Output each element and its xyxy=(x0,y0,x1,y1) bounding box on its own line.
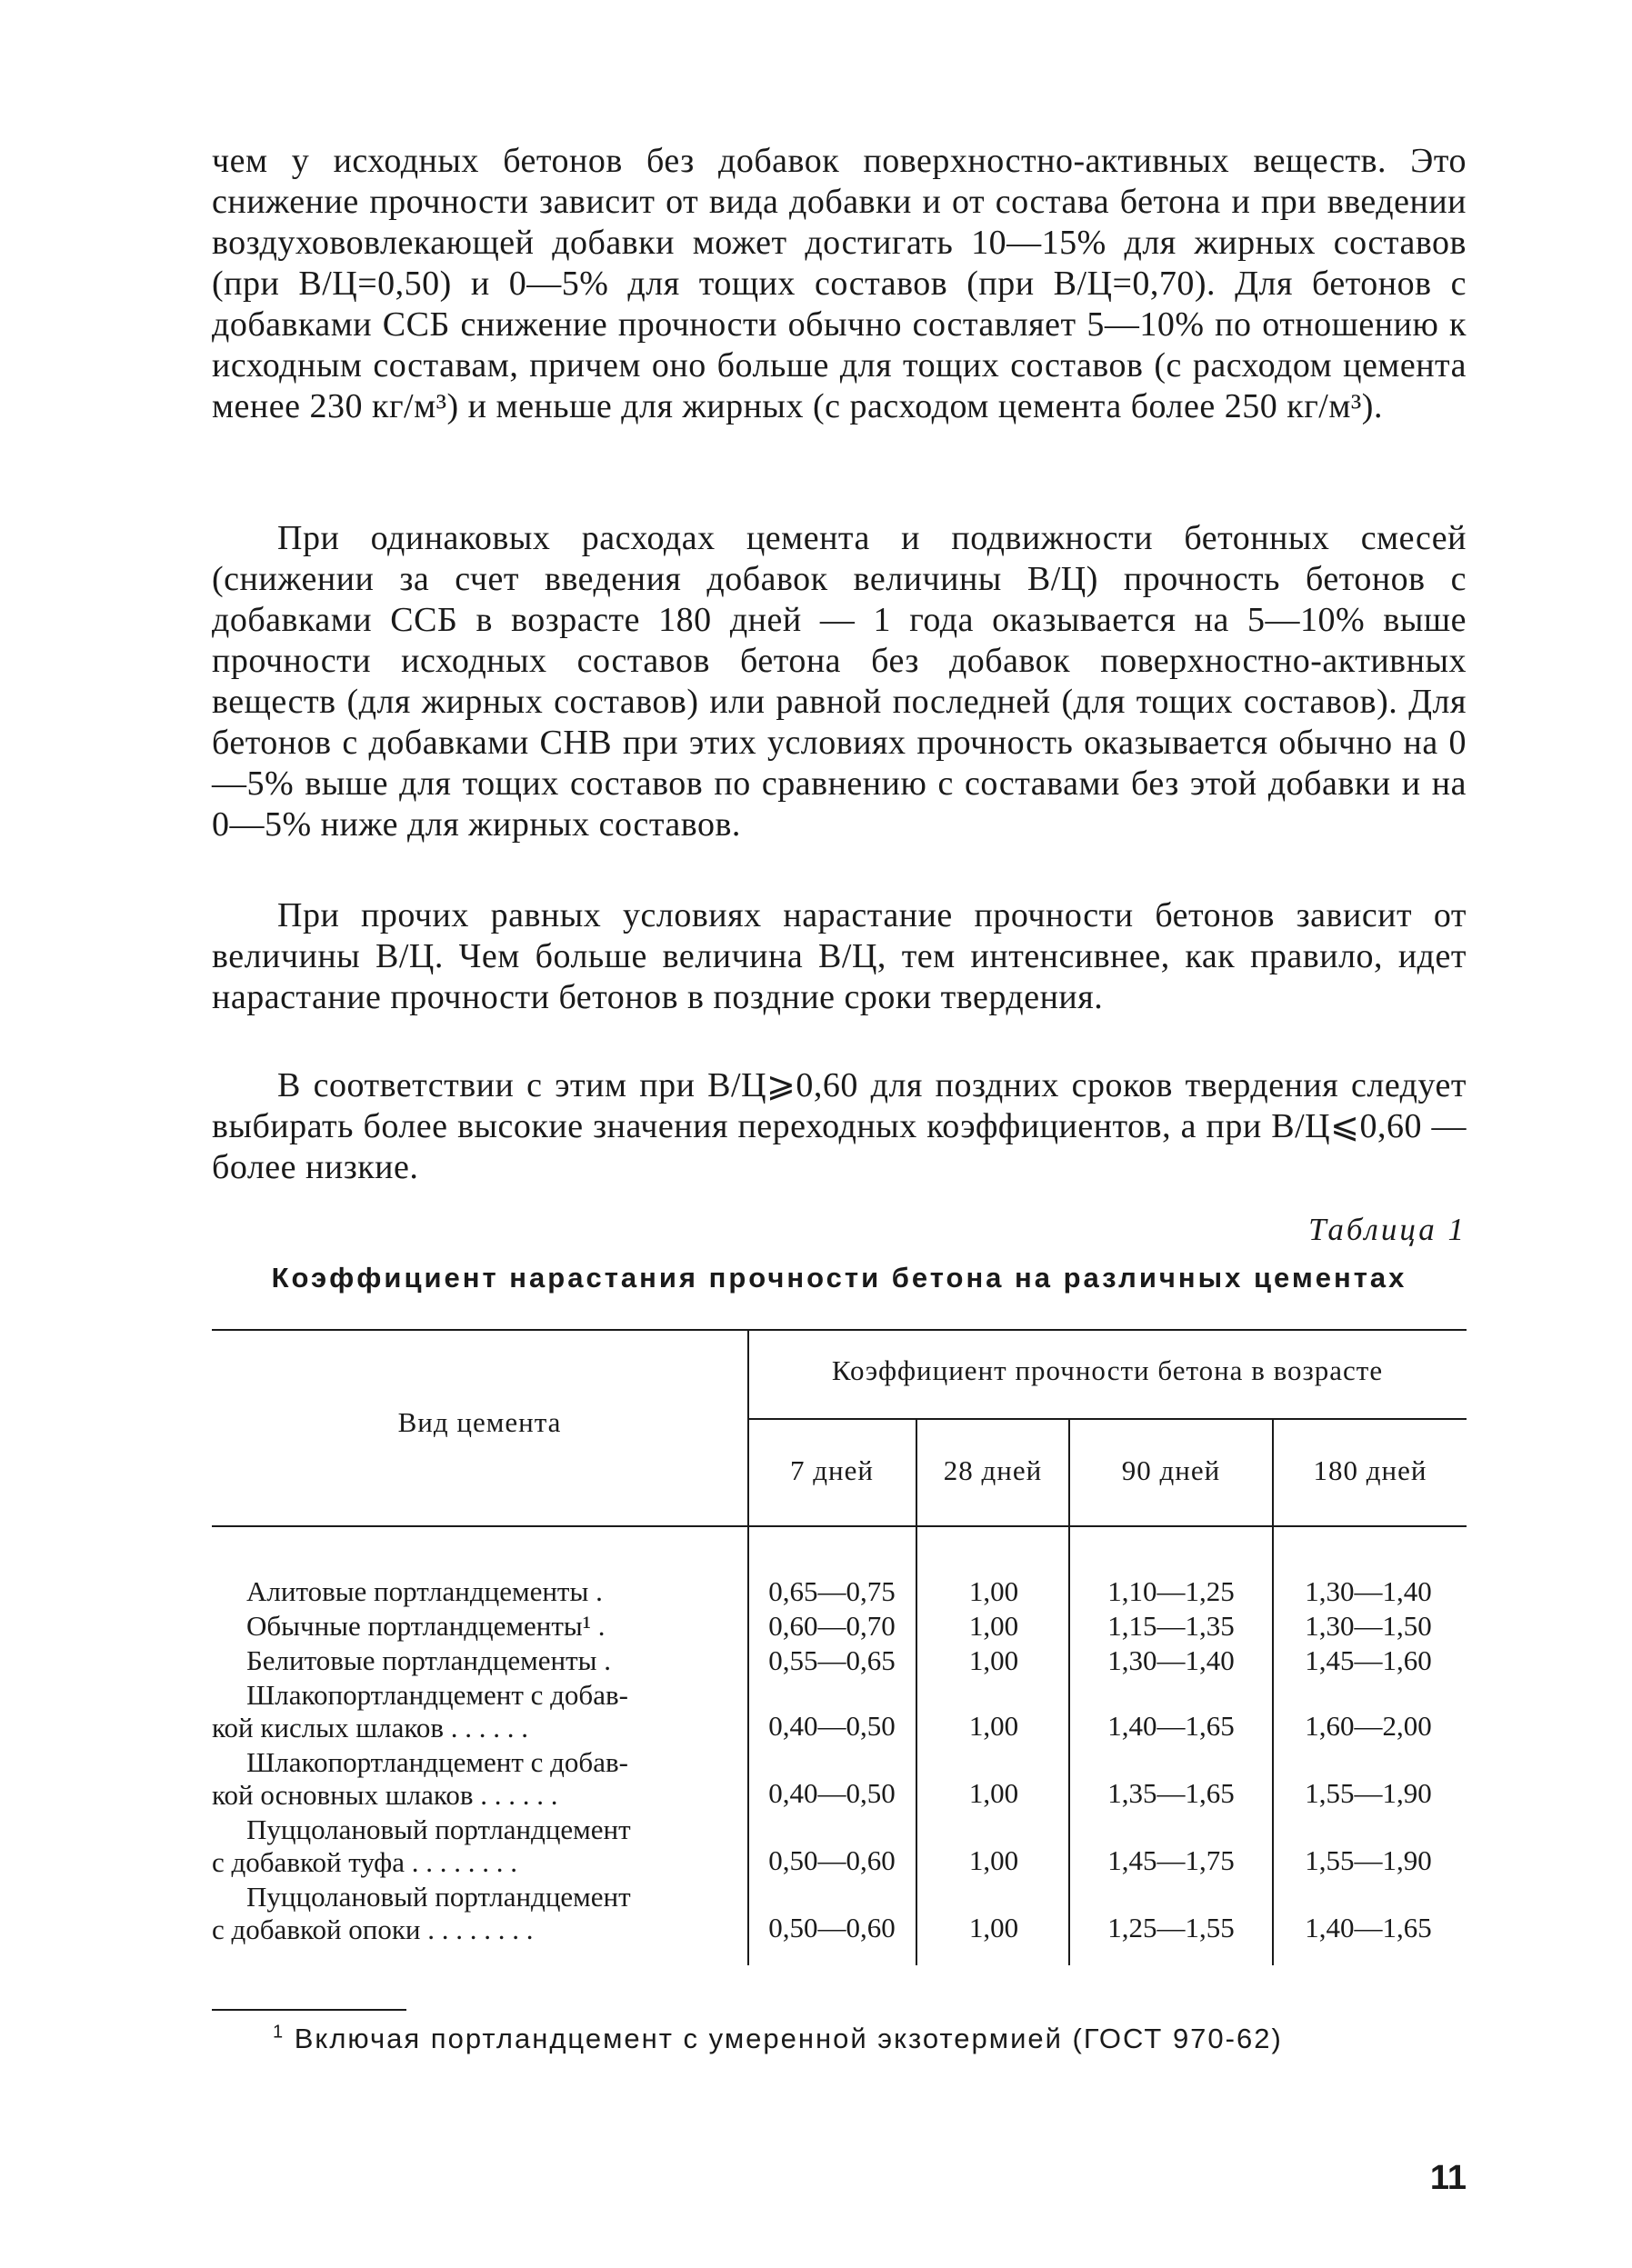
cement-name: Пуццолановый портландцемент с добавкой опоки . . . . . . . . xyxy=(212,1881,631,1945)
cement-name: Шлакопортландцемент с добав- кой основных шлаков . . . . . . xyxy=(212,1746,628,1811)
header-col-28-days: 28 дней xyxy=(943,1454,1043,1486)
table-label: Таблица 1 xyxy=(1308,1212,1467,1247)
header-col-7-days: 7 дней xyxy=(790,1454,874,1486)
value-28-days: 1,00 xyxy=(968,1710,1019,1742)
footnote-rule xyxy=(212,2009,406,2011)
table-col-divider-2 xyxy=(916,1418,917,1965)
value-90-days: 1,40—1,65 xyxy=(1107,1710,1235,1742)
value-7-days: 0,40—0,50 xyxy=(768,1777,896,1809)
value-90-days: 1,15—1,35 xyxy=(1107,1610,1235,1642)
table-col-divider-4 xyxy=(1272,1418,1274,1965)
table-col-divider-1 xyxy=(747,1329,749,1965)
paragraph-4: В соответствии с этим при В/Ц⩾0,60 для поздних сроков твердения следует выбирать более высокие значения переходных коэффициентов, а при В/Ц⩽0,60 — более низкие. xyxy=(212,1066,1467,1186)
value-7-days: 0,60—0,70 xyxy=(768,1610,896,1642)
value-28-days: 1,00 xyxy=(968,1777,1019,1809)
value-90-days: 1,35—1,65 xyxy=(1107,1777,1235,1809)
value-7-days: 0,55—0,65 xyxy=(768,1644,896,1676)
value-180-days: 1,40—1,65 xyxy=(1305,1912,1432,1943)
paragraph-1: чем у исходных бетонов без добавок поверхностно-активных веществ. Это снижение прочности зависит от вида добавки и от состава бетона и при введении воздухововлекающей добавки может достигать 10—15% для жирных составов (при В/Ц=0,50) и 0—5% для тощих составов (при В/Ц=0,70). Для бетонов с добавками ССБ снижение прочности обычно составляет 5—10% по отношению к исходным составам, причем оно больше для тощих составов (с расходом цемента менее 230 кг/м³) и меньше для жирных (с расходом цемента более 250 кг/м³). xyxy=(212,142,1467,425)
footnote-mark: 1 xyxy=(273,2022,285,2043)
value-180-days: 1,45—1,60 xyxy=(1305,1644,1432,1676)
value-180-days: 1,60—2,00 xyxy=(1305,1710,1432,1742)
table-col-divider-3 xyxy=(1068,1418,1070,1965)
table-top-rule xyxy=(212,1329,1467,1331)
value-7-days: 0,65—0,75 xyxy=(768,1575,896,1607)
value-90-days: 1,25—1,55 xyxy=(1107,1912,1235,1943)
value-90-days: 1,30—1,40 xyxy=(1107,1644,1235,1676)
value-7-days: 0,50—0,60 xyxy=(768,1912,896,1943)
value-90-days: 1,45—1,75 xyxy=(1107,1844,1235,1876)
paragraph-3: При прочих равных условиях нарастание прочности бетонов зависит от величины В/Ц. Чем больше величина В/Ц, тем интенсивнее, как правило, идет нарастание прочности бетонов в поздние сроки твердения. xyxy=(212,896,1467,1016)
value-7-days: 0,50—0,60 xyxy=(768,1844,896,1876)
cement-name: Пуццолановый портландцемент с добавкой туфа . . . . . . . . xyxy=(212,1813,631,1878)
value-28-days: 1,00 xyxy=(968,1644,1019,1676)
value-180-days: 1,30—1,50 xyxy=(1305,1610,1432,1642)
value-28-days: 1,00 xyxy=(968,1610,1019,1642)
value-180-days: 1,55—1,90 xyxy=(1305,1844,1432,1876)
value-90-days: 1,10—1,25 xyxy=(1107,1575,1235,1607)
cement-name: Обычные портландцементы¹ . xyxy=(246,1610,606,1642)
value-180-days: 1,55—1,90 xyxy=(1305,1777,1432,1809)
table-title: Коэффициент нарастания прочности бетона на различных цементах xyxy=(271,1262,1407,1294)
footnote xyxy=(273,2023,1283,2055)
header-col-90-days: 90 дней xyxy=(1121,1454,1221,1486)
cement-name: Шлакопортландцемент с добав- кой кислых шлаков . . . . . . xyxy=(212,1679,628,1743)
cement-name: Алитовые портландцементы . xyxy=(246,1575,603,1607)
header-cement-type: Вид цемента xyxy=(397,1406,562,1438)
table-group-rule xyxy=(748,1418,1467,1420)
value-28-days: 1,00 xyxy=(968,1912,1019,1943)
value-7-days: 0,40—0,50 xyxy=(768,1710,896,1742)
table-header-rule xyxy=(212,1525,1467,1527)
footnote-text: Включая портландцемент с умеренной экзотермией (ГОСТ 970-62) xyxy=(294,2023,1283,2054)
header-coefficient-group: Коэффициент прочности бетона в возрасте xyxy=(831,1354,1384,1386)
paragraph-2: При одинаковых расходах цемента и подвижности бетонных смесей (снижении за счет введения добавок величины В/Ц) прочность бетонов с добавками ССБ в возрасте 180 дней — 1 года оказывается на 5—10% выше прочности исходных составов бетона без добавок поверхностно-активных веществ (для жирных составов) или равной последней (для тощих составов). Для бетонов с добавками СНВ при этих условиях прочность оказывается обычно на 0—5% выше для тощих составов по сравнению с составами без этой добавки и на 0—5% ниже для жирных составов. xyxy=(212,519,1467,844)
cement-name: Белитовые портландцементы . xyxy=(246,1644,611,1676)
page-number: 11 xyxy=(1429,2159,1467,2197)
value-180-days: 1,30—1,40 xyxy=(1305,1575,1432,1607)
value-28-days: 1,00 xyxy=(968,1575,1019,1607)
value-28-days: 1,00 xyxy=(968,1844,1019,1876)
header-col-180-days: 180 дней xyxy=(1313,1454,1427,1486)
